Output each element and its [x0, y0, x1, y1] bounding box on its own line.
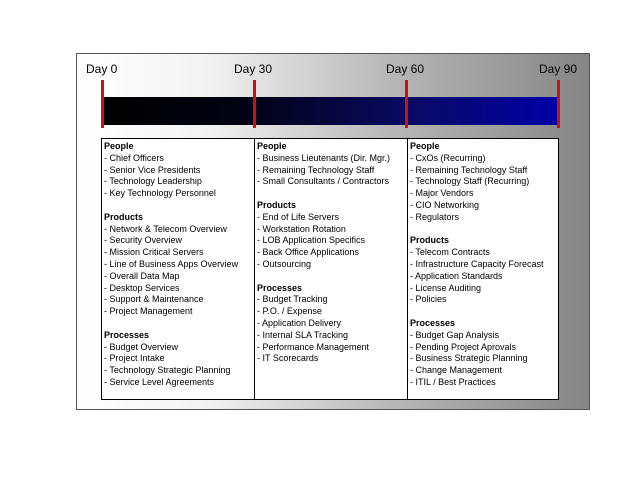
list-item: - Policies: [410, 294, 447, 305]
list-item: - Outsourcing: [257, 258, 312, 269]
list-item: - Mission Critical Servers: [104, 247, 204, 258]
marker-label-day-90: Day 90: [539, 62, 578, 76]
list-item: - Technology Leadership: [104, 176, 202, 187]
section-people: [104, 141, 254, 200]
list-item: - Desktop Services: [104, 282, 180, 293]
list-item: - Project Management: [104, 306, 193, 317]
list-item: - ITIL / Best Practices: [410, 376, 496, 387]
marker-label-day-60: Day 60: [386, 62, 425, 76]
section-people: [410, 141, 558, 224]
list-item: - Service Level Agreements: [104, 376, 215, 387]
list-item: - Security Overview: [104, 235, 183, 246]
section-heading: People: [410, 141, 440, 151]
section-processes: [257, 283, 407, 366]
list-item: - Technology Strategic Planning: [104, 365, 231, 376]
section-heading: Processes: [104, 329, 150, 340]
section-processes: [410, 318, 558, 389]
timeline-tick-day-60: [405, 80, 408, 128]
list-item: - Performance Management: [257, 341, 370, 352]
list-item: - Technology Staff (Recurring): [410, 176, 530, 187]
timeline-tick-day-0: [101, 80, 104, 128]
section-products: [410, 235, 558, 306]
list-item: - Budget Overview: [104, 341, 179, 352]
section-heading: Processes: [257, 282, 303, 293]
list-item: - Chief Officers: [104, 152, 164, 163]
plan-table: [101, 138, 559, 400]
list-item: - Infrastructure Capacity Forecast: [410, 258, 544, 269]
section-heading: People: [257, 141, 287, 151]
section-products: [257, 200, 407, 271]
section-heading: Products: [257, 199, 297, 210]
list-item: - Remaining Technology Staff: [257, 164, 375, 175]
timeline-bar: [102, 97, 559, 125]
list-item: - Key Technology Personnel: [104, 188, 216, 199]
list-item: - Application Standards: [410, 270, 503, 281]
list-item: - CIO Networking: [410, 199, 480, 210]
list-item: - Telecom Contracts: [410, 247, 490, 258]
list-item: - Project Intake: [104, 353, 165, 364]
list-item: - Line of Business Apps Overview: [104, 258, 239, 269]
list-item: - Small Consultants / Contractors: [257, 176, 390, 187]
list-item: - Back Office Applications: [257, 247, 359, 258]
list-item: - P.O. / Expense: [257, 306, 322, 317]
section-heading: People: [104, 141, 134, 151]
list-item: - Budget Tracking: [257, 294, 328, 305]
phase-column-3: [407, 139, 558, 399]
list-item: - Remaining Technology Staff: [410, 164, 528, 175]
timeline-tick-day-90: [557, 80, 560, 128]
list-item: - Business Lieutenants (Dir. Mgr.): [257, 152, 391, 163]
section-heading: Products: [104, 211, 144, 222]
marker-label-day-30: Day 30: [234, 62, 273, 76]
list-item: - Pending Project Aprovals: [410, 341, 517, 352]
list-item: - Business Strategic Planning: [410, 353, 528, 364]
list-item: - Network & Telecom Overview: [104, 223, 227, 234]
section-processes: [104, 330, 254, 389]
marker-label-day-0: Day 0: [86, 62, 118, 76]
list-item: - Workstation Rotation: [257, 223, 346, 234]
list-item: - Major Vendors: [410, 188, 474, 199]
list-item: - LOB Application Specifics: [257, 235, 366, 246]
list-item: - Change Management: [410, 365, 503, 376]
list-item: - End of Life Servers: [257, 211, 340, 222]
list-item: - Internal SLA Tracking: [257, 329, 349, 340]
list-item: - IT Scorecards: [257, 353, 319, 364]
timeline-tick-day-30: [253, 80, 256, 128]
list-item: - CxOs (Recurring): [410, 152, 486, 163]
list-item: - Application Delivery: [257, 317, 342, 328]
section-people: [257, 141, 407, 188]
section-heading: Processes: [410, 317, 456, 328]
list-item: - License Auditing: [410, 282, 482, 293]
list-item: - Budget Gap Analysis: [410, 329, 500, 340]
list-item: - Senior Vice Presidents: [104, 164, 201, 175]
phase-column-1: [102, 139, 254, 399]
phase-column-2: [254, 139, 407, 399]
list-item: - Support & Maintenance: [104, 294, 204, 305]
section-products: [104, 212, 254, 318]
list-item: - Overall Data Map: [104, 270, 180, 281]
list-item: - Regulators: [410, 211, 460, 222]
section-heading: Products: [410, 235, 450, 246]
